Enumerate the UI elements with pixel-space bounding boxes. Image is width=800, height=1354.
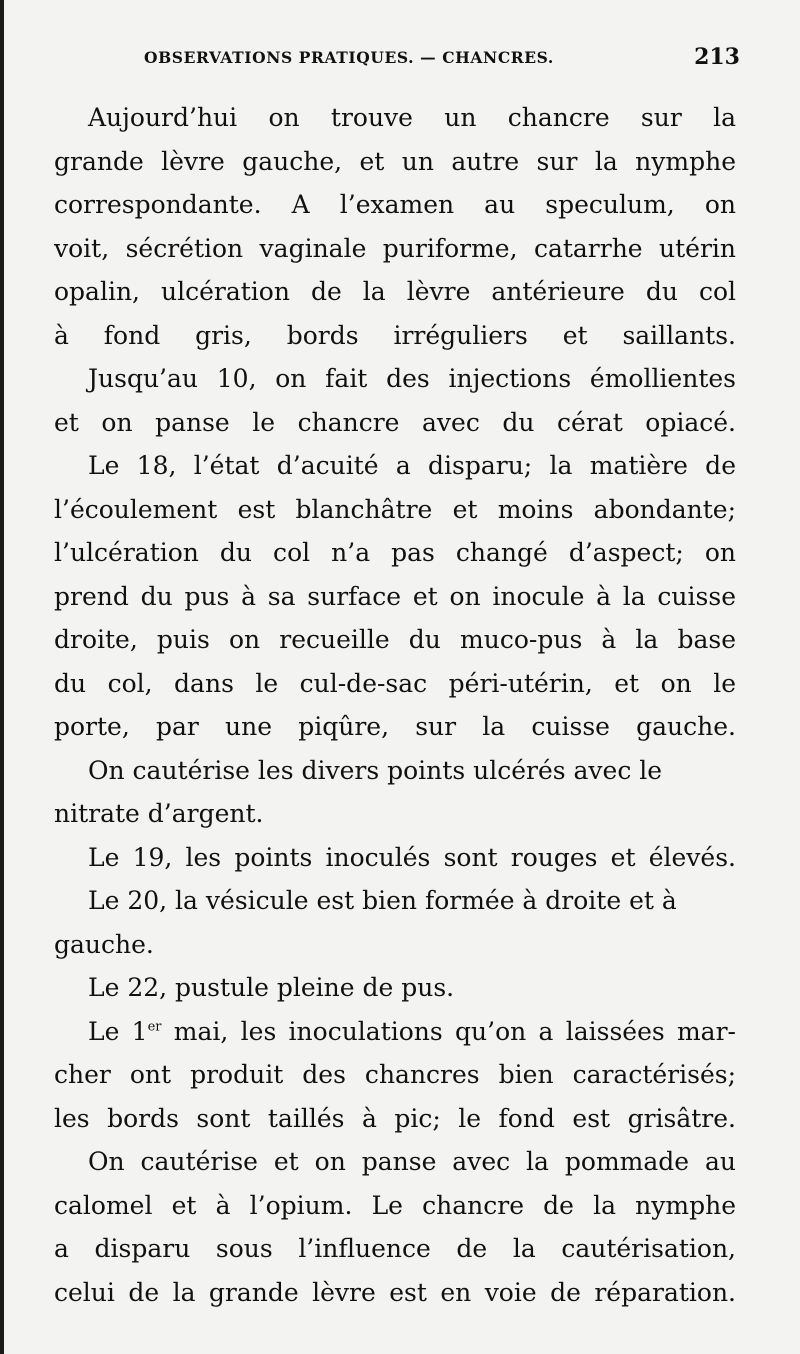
paragraph-7 (54, 966, 736, 1010)
page-edge-shadow (0, 0, 4, 1354)
text-line: prend du pus à sa surface et on inocule à la cuisse (54, 581, 736, 611)
page-header (144, 44, 740, 74)
text-line: porte, par une piqûre, sur la cuisse gauche. (54, 712, 736, 741)
text-line-prefix: Le 1 (88, 1016, 148, 1046)
text-line: et on panse le chancre avec du cérat opiacé. (54, 407, 736, 437)
text-line: gauche. (54, 929, 154, 959)
paragraph-1 (54, 96, 736, 357)
text-line: nitrate d’argent. (54, 799, 264, 828)
paragraph-8 (54, 1010, 736, 1141)
paragraph-4 (54, 749, 736, 836)
ordinal-superscript: er (147, 1019, 162, 1035)
text-line: Le 20, la vésicule est bien formée à droite et à (88, 886, 677, 915)
text-line: Le 18, l’état d’acuité a disparu; la matière de (88, 451, 736, 480)
text-line: droite, puis on recueille du muco-pus à la base (54, 625, 736, 654)
text-line: l’ulcération du col n’a pas changé d’aspect; on (54, 538, 736, 567)
text-line-rest: mai, les inoculations qu’on a laissées mar- (161, 1016, 736, 1046)
paragraph-5 (54, 836, 736, 880)
paragraph-3 (54, 444, 736, 749)
text-line: Aujourd’hui on trouve un chancre sur la (88, 103, 736, 132)
text-line: l’écoulement est blanchâtre et moins abondante; (54, 494, 736, 524)
text-line: du col, dans le cul-de-sac péri-utérin, et on le (54, 668, 736, 698)
text-body (54, 96, 736, 1314)
text-line: Le 22, pustule pleine de pus. (88, 973, 455, 1002)
text-line: celui de la grande lèvre est en voie de réparation. (54, 1277, 736, 1307)
text-line: à fond gris, bords irréguliers et saillants. (54, 320, 736, 350)
text-line: voit, sécrétion vaginale puriforme, catarrhe utérin (54, 233, 736, 263)
running-head: OBSERVATIONS PRATIQUES. — CHANCRES. (144, 48, 554, 67)
text-line: les bords sont taillés à pic; le fond est grisâtre. (54, 1103, 736, 1133)
text-line: grande lèvre gauche, et un autre sur la nymphe (54, 146, 736, 176)
text-line: On cautérise et on panse avec la pommade au (88, 1147, 736, 1176)
paragraph-6 (54, 879, 736, 966)
text-line: cher ont produit des chancres bien caractérisés; (54, 1060, 736, 1089)
text-line: calomel et à l’opium. Le chancre de la nymphe (54, 1190, 736, 1220)
text-line: Jusqu’au 10, on fait des injections émollientes (88, 364, 736, 393)
text-line: On cautérise les divers points ulcérés avec le (88, 755, 663, 785)
text-line: opalin, ulcération de la lèvre antérieure du col (54, 277, 736, 306)
text-line: correspondante. A l’examen au speculum, on (54, 190, 736, 219)
page-number: 213 (694, 44, 740, 70)
text-line: Le 19, les points inoculés sont rouges et élevés. (88, 842, 736, 872)
paragraph-2 (54, 357, 736, 444)
paragraph-9 (54, 1140, 736, 1314)
text-line: a disparu sous l’influence de la cautérisation, (54, 1234, 736, 1263)
